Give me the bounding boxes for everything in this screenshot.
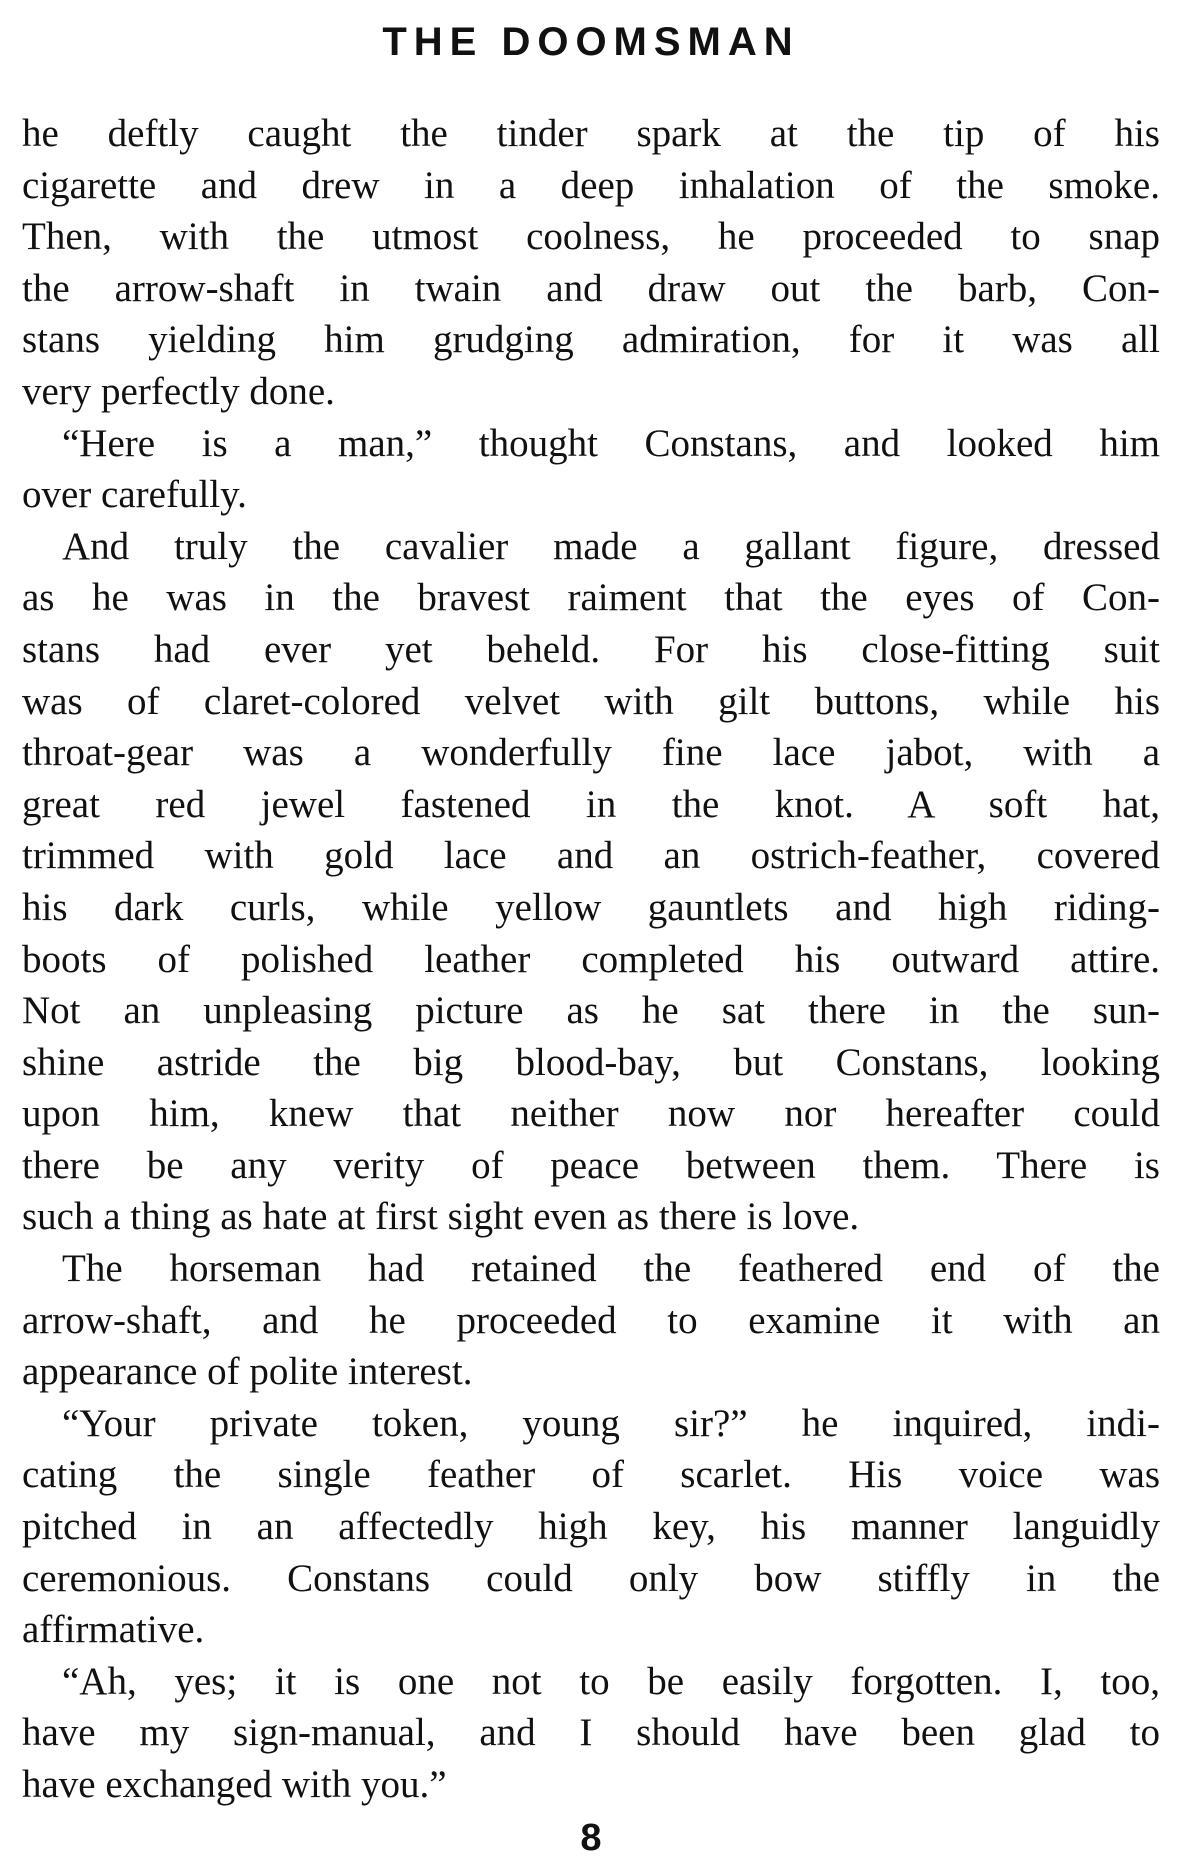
text-line: And truly the cavalier made a gallant figure, dressed (62, 524, 1160, 568)
text-line: pitched in an affectedly high key, his manner languidly (22, 1505, 1160, 1549)
text-line: “Ah, yes; it is one not to be easily forgotten. I, too, (62, 1659, 1160, 1703)
text-line: boots of polished leather completed his outward attire. (22, 937, 1160, 981)
text-line: cigarette and drew in a deep inhalation of the smoke. (22, 163, 1160, 207)
book-page (22, 0, 1160, 1869)
text-line: have my sign-manual, and I should have been glad to (22, 1711, 1160, 1755)
text-line: appearance of polite interest. (22, 1350, 473, 1394)
text-line: throat-gear was a wonderfully fine lace jabot, with a (22, 731, 1160, 775)
text-line: ceremonious. Constans could only bow stiffly in the (22, 1556, 1160, 1600)
text-line: Then, with the utmost coolness, he proceeded to snap (22, 215, 1160, 259)
text-line: he deftly caught the tinder spark at the tip of his (22, 112, 1160, 155)
text-line: upon him, knew that neither now nor hereafter could (22, 1092, 1160, 1136)
text-line: as he was in the bravest raiment that the eyes of Con- (22, 576, 1160, 620)
text-line: affirmative. (22, 1608, 205, 1652)
text-line: trimmed with gold lace and an ostrich-feather, covered (22, 834, 1160, 878)
text-line: such a thing as hate at first sight even as there is love. (22, 1195, 860, 1239)
text-line: over carefully. (22, 473, 247, 517)
body-text (22, 108, 1160, 1811)
text-line: “Your private token, young sir?” he inquired, indi- (62, 1401, 1160, 1445)
page-number: 8 (580, 1817, 602, 1859)
text-line: stans had ever yet beheld. For his close-fitting suit (22, 627, 1160, 671)
text-line: very perfectly done. (22, 369, 335, 413)
text-line: The horseman had retained the feathered end of the (62, 1247, 1160, 1291)
text-line: Not an unpleasing picture as he sat there in the sun- (22, 989, 1160, 1033)
text-line: his dark curls, while yellow gauntlets and high riding- (22, 885, 1160, 929)
text-line: stans yielding him grudging admiration, for it was all (22, 318, 1160, 362)
text-line: the arrow-shaft in twain and draw out the barb, Con- (22, 266, 1160, 310)
text-line: was of claret-colored velvet with gilt buttons, while his (22, 679, 1160, 723)
text-line: arrow-shaft, and he proceeded to examine it with an (22, 1298, 1160, 1342)
text-line: cating the single feather of scarlet. His voice was (22, 1453, 1160, 1497)
text-line: have exchanged with you.” (22, 1763, 447, 1806)
text-line: “Here is a man,” thought Constans, and looked him (62, 421, 1160, 465)
text-line: there be any verity of peace between them. There is (22, 1143, 1160, 1187)
text-line: great red jewel fastened in the knot. A soft hat, (22, 782, 1160, 826)
text-line: shine astride the big blood-bay, but Constans, looking (22, 1040, 1160, 1084)
running-title: THE DOOMSMAN (382, 20, 800, 64)
